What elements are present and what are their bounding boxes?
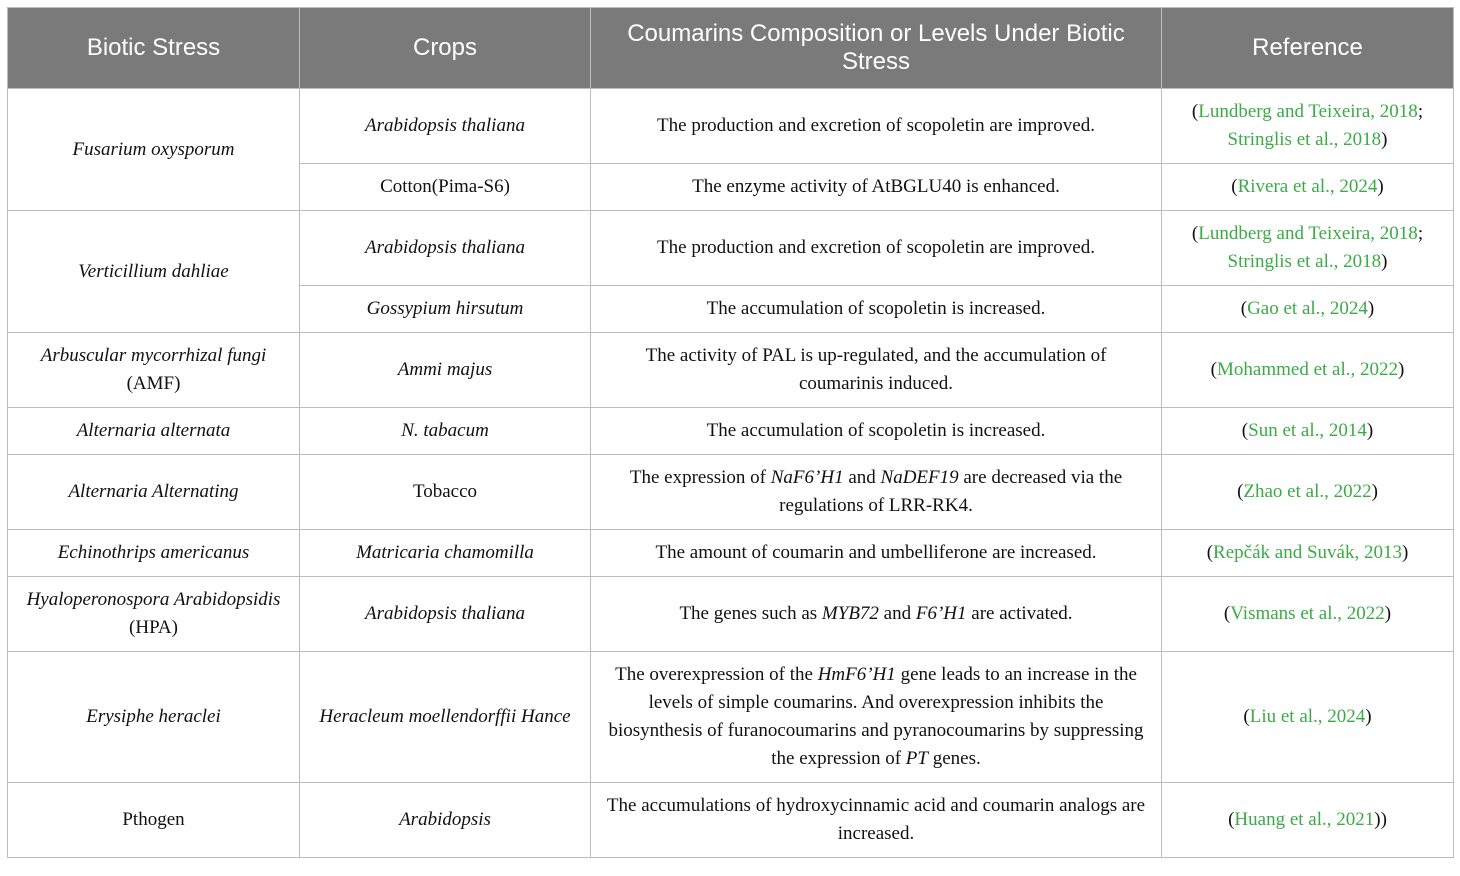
- crop-cell: Ammi majus: [300, 333, 591, 408]
- reference-link[interactable]: Mohammed et al., 2022: [1217, 359, 1398, 380]
- reference-cell: (Lundberg and Teixeira, 2018; Stringlis et al., 2018): [1162, 89, 1454, 164]
- composition-cell: The overexpression of the HmF6’H1 gene leads to an increase in the levels of simple coumarins. And overexpression inhibits the biosynthesis of furanocoumarins and pyranocoumarins by suppressing the expression of PT genes.: [591, 652, 1162, 783]
- reference-cell: (Lundberg and Teixeira, 2018; Stringlis et al., 2018): [1162, 211, 1454, 286]
- composition-cell: The activity of PAL is up-regulated, and the accumulation of coumarinis induced.: [591, 333, 1162, 408]
- crop-cell: Arabidopsis thaliana: [300, 89, 591, 164]
- biotic-stress-cell: Alternaria alternata: [8, 408, 300, 455]
- reference-cell: (Zhao et al., 2022): [1162, 455, 1454, 530]
- table-row: [8, 333, 1454, 408]
- reference-cell: (Mohammed et al., 2022): [1162, 333, 1454, 408]
- reference-link[interactable]: Gao et al., 2024: [1247, 298, 1368, 319]
- header-row: [8, 8, 1454, 89]
- composition-cell: The accumulations of hydroxycinnamic acid and coumarin analogs are increased.: [591, 783, 1162, 858]
- reference-link[interactable]: Repčák and Suvák, 2013: [1213, 542, 1402, 563]
- reference-link[interactable]: Stringlis et al., 2018: [1227, 129, 1382, 150]
- reference-cell: (Huang et al., 2021)): [1162, 783, 1454, 858]
- reference-link[interactable]: Sun et al., 2014: [1248, 420, 1367, 441]
- reference-cell: (Repčák and Suvák, 2013): [1162, 530, 1454, 577]
- crop-cell: Matricaria chamomilla: [300, 530, 591, 577]
- reference-cell: (Gao et al., 2024): [1162, 286, 1454, 333]
- composition-cell: The production and excretion of scopoletin are improved.: [591, 211, 1162, 286]
- reference-cell: (Liu et al., 2024): [1162, 652, 1454, 783]
- crop-cell: Arabidopsis: [300, 783, 591, 858]
- crop-cell: Tobacco: [300, 455, 591, 530]
- crop-cell: Heracleum moellendorffii Hance: [300, 652, 591, 783]
- reference-link[interactable]: Rivera et al., 2024: [1237, 176, 1378, 197]
- biotic-stress-cell: Erysiphe heraclei: [8, 652, 300, 783]
- reference-cell: (Vismans et al., 2022): [1162, 577, 1454, 652]
- crop-cell: Arabidopsis thaliana: [300, 577, 591, 652]
- composition-cell: The amount of coumarin and umbelliferone are increased.: [591, 530, 1162, 577]
- crop-cell: Arabidopsis thaliana: [300, 211, 591, 286]
- biotic-stress-cell: Arbuscular mycorrhizal fungi (AMF): [8, 333, 300, 408]
- composition-cell: The accumulation of scopoletin is increased.: [591, 286, 1162, 333]
- crop-cell: N. tabacum: [300, 408, 591, 455]
- biotic-stress-cell: Pthogen: [8, 783, 300, 858]
- biotic-stress-cell: Verticillium dahliae: [8, 211, 300, 333]
- reference-cell: (Sun et al., 2014): [1162, 408, 1454, 455]
- reference-link[interactable]: Liu et al., 2024: [1249, 706, 1366, 727]
- reference-cell: (Rivera et al., 2024): [1162, 164, 1454, 211]
- table-row: [8, 652, 1454, 783]
- reference-link[interactable]: Vismans et al., 2022: [1230, 603, 1385, 624]
- table-row: [8, 577, 1454, 652]
- reference-link[interactable]: Stringlis et al., 2018: [1227, 251, 1382, 272]
- reference-link[interactable]: Lundberg and Teixeira, 2018: [1198, 101, 1418, 122]
- table-row: [8, 530, 1454, 577]
- crop-cell: Gossypium hirsutum: [300, 286, 591, 333]
- reference-link[interactable]: Zhao et al., 2022: [1243, 481, 1372, 502]
- header-reference: Reference: [1162, 8, 1454, 89]
- composition-cell: The enzyme activity of AtBGLU40 is enhanced.: [591, 164, 1162, 211]
- table-row: [8, 783, 1454, 858]
- coumarins-biotic-stress-table: [7, 7, 1454, 858]
- crop-cell: Cotton(Pima-S6): [300, 164, 591, 211]
- header-biotic-stress: Biotic Stress: [8, 8, 300, 89]
- biotic-stress-cell: Hyaloperonospora Arabidopsidis (HPA): [8, 577, 300, 652]
- composition-cell: The production and excretion of scopoletin are improved.: [591, 89, 1162, 164]
- table-row: [8, 408, 1454, 455]
- composition-cell: The genes such as MYB72 and F6’H1 are activated.: [591, 577, 1162, 652]
- composition-cell: The accumulation of scopoletin is increased.: [591, 408, 1162, 455]
- table-row: [8, 455, 1454, 530]
- biotic-stress-cell: Echinothrips americanus: [8, 530, 300, 577]
- biotic-stress-cell: Alternaria Alternating: [8, 455, 300, 530]
- header-crops: Crops: [300, 8, 591, 89]
- header-composition: Coumarins Composition or Levels Under Biotic Stress: [591, 8, 1162, 89]
- biotic-stress-cell: Fusarium oxysporum: [8, 89, 300, 211]
- table-row: [8, 89, 1454, 164]
- table-row: [8, 211, 1454, 286]
- reference-link[interactable]: Lundberg and Teixeira, 2018: [1198, 223, 1418, 244]
- composition-cell: The expression of NaF6’H1 and NaDEF19 are decreased via the regulations of LRR-RK4.: [591, 455, 1162, 530]
- reference-link[interactable]: Huang et al., 2021: [1234, 809, 1375, 830]
